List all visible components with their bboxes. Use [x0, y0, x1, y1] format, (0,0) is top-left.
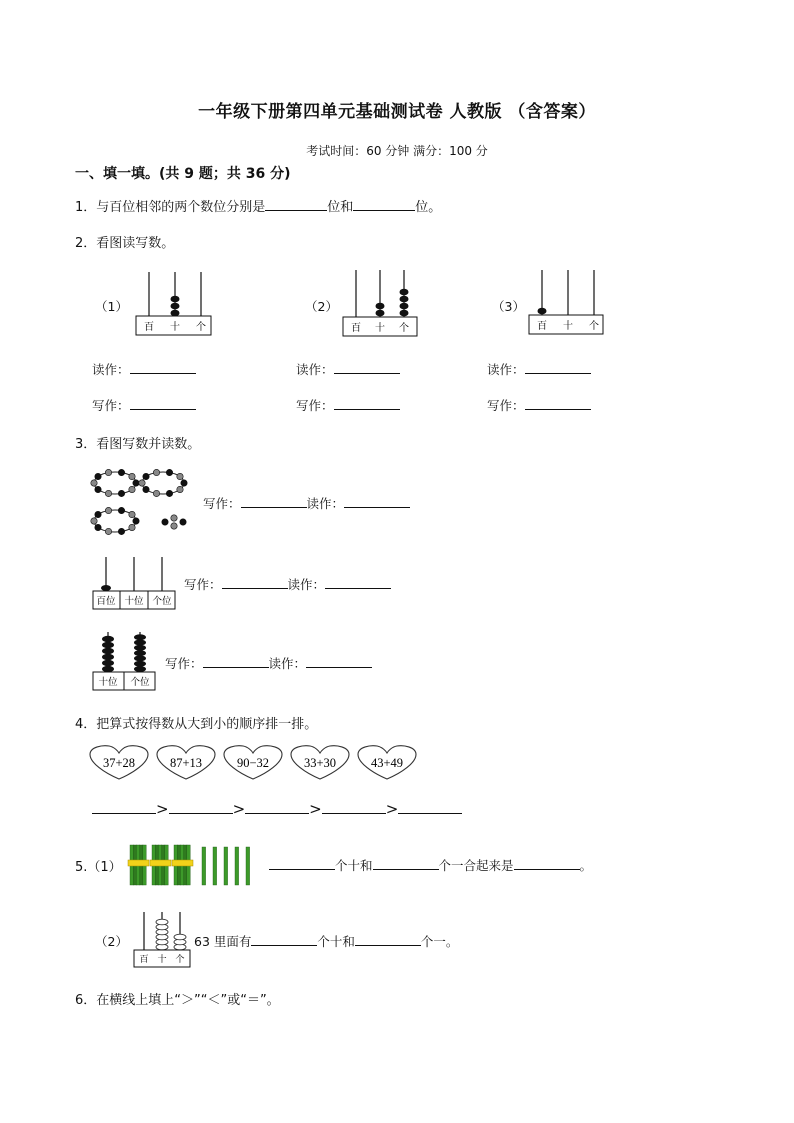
- expression-card: [358, 746, 416, 779]
- bead: [134, 650, 146, 656]
- place-label-hundreds: 百: [537, 321, 547, 332]
- single-stick: [202, 847, 206, 885]
- answer-blank[interactable]: [334, 396, 400, 410]
- place-label-ones: 个位: [152, 597, 172, 607]
- place-label-ones: 个: [589, 321, 599, 332]
- stick-bundle: [150, 845, 171, 885]
- place-label-hundreds: 百: [144, 322, 154, 333]
- bead: [400, 289, 409, 296]
- bead: [102, 636, 114, 642]
- bead: [105, 469, 111, 475]
- place-label-tens: 十: [170, 322, 180, 333]
- q5-part1-text: 个十和 个一合起来是 。: [269, 856, 592, 874]
- q5-abacus: [133, 910, 193, 970]
- bead: [102, 666, 114, 672]
- place-label-tens: 十位: [124, 597, 144, 607]
- bead: [134, 655, 146, 661]
- loose-bead: [180, 519, 186, 525]
- q2-item-1-label: （1）: [95, 299, 128, 314]
- place-label-ones: 个位: [130, 678, 150, 688]
- expression-card: [291, 746, 349, 779]
- q2-write-1: 写作：: [92, 396, 196, 414]
- place-label-hundreds: 百: [351, 323, 361, 334]
- place-label-tens: 十位: [98, 678, 118, 688]
- bead: [134, 661, 146, 667]
- q2-read-1: 读作：: [92, 360, 196, 378]
- q3-bead-rings: [90, 463, 200, 543]
- bead: [95, 473, 101, 479]
- bead: [174, 934, 186, 940]
- q2-abacus-3: [528, 268, 606, 338]
- answer-blank[interactable]: [525, 360, 591, 374]
- answer-blank[interactable]: [398, 800, 462, 814]
- section-heading: 一、填一填。(共 9 题；共 36 分): [75, 166, 291, 182]
- bead: [129, 511, 135, 517]
- q3-row-3: 写作： 读作：: [165, 654, 372, 672]
- bead: [118, 507, 124, 513]
- bead: [171, 303, 180, 310]
- answer-blank[interactable]: [245, 800, 309, 814]
- bead: [102, 648, 114, 654]
- gt-sign: >: [156, 800, 169, 818]
- bead: [118, 528, 124, 534]
- loose-bead: [171, 523, 177, 529]
- q2-item-3-label: （3）: [492, 299, 525, 314]
- bead: [102, 654, 114, 660]
- q1-blank-1[interactable]: [265, 197, 327, 211]
- bead: [133, 518, 139, 524]
- q1-text-b: 位和: [327, 200, 354, 215]
- q5-part2-text: 63 里面有 个十和 个一。: [194, 934, 459, 949]
- q2-abacus-1: [135, 270, 213, 338]
- bead: [166, 469, 172, 475]
- expression-text: 90−32: [236, 756, 270, 770]
- answer-blank[interactable]: [344, 494, 410, 508]
- place-label-tens: 十: [157, 955, 167, 965]
- bead: [129, 473, 135, 479]
- answer-blank[interactable]: [241, 494, 307, 508]
- bead: [177, 486, 183, 492]
- bead: [95, 511, 101, 517]
- bead: [91, 480, 97, 486]
- bead: [105, 490, 111, 496]
- bead: [129, 524, 135, 530]
- bead: [134, 634, 146, 640]
- single-stick: [246, 847, 250, 885]
- expression-text: 37+28: [102, 756, 136, 770]
- expression-card: [157, 746, 215, 779]
- place-label-tens: 十: [375, 323, 385, 334]
- bead: [143, 473, 149, 479]
- question-6-stem: 6．在横线上填上“＞”“＜”或“＝”。: [75, 993, 280, 1008]
- bead: [105, 507, 111, 513]
- bead: [166, 490, 172, 496]
- bead: [400, 303, 409, 310]
- place-label-ones: 个: [196, 322, 206, 333]
- answer-blank[interactable]: [373, 856, 439, 870]
- bead: [400, 296, 409, 303]
- expression-card: [224, 746, 282, 779]
- q2-item-2-label: （2）: [305, 299, 338, 314]
- answer-blank[interactable]: [222, 575, 288, 589]
- bead: [105, 528, 111, 534]
- bead: [171, 296, 180, 303]
- place-label-ones: 个: [399, 323, 409, 334]
- q5-part1-label: 5.（1）: [75, 860, 122, 875]
- q1-text-a: 1．与百位相邻的两个数位分别是: [75, 200, 266, 215]
- q2-abacus-2: [342, 268, 420, 338]
- bead: [376, 303, 385, 310]
- question-3-stem: 3．看图写数并读数。: [75, 437, 201, 452]
- page-title: 一年级下册第四单元基础测试卷 人教版 （含答案）: [198, 102, 596, 122]
- answer-blank[interactable]: [514, 856, 580, 870]
- bead: [156, 919, 168, 925]
- gt-sign: >: [309, 800, 322, 818]
- single-stick: [224, 847, 228, 885]
- loose-bead: [162, 519, 168, 525]
- bead: [376, 310, 385, 317]
- answer-blank[interactable]: [269, 856, 335, 870]
- bead: [134, 640, 146, 646]
- bead: [538, 308, 547, 315]
- q4-heart-cards: [88, 743, 428, 785]
- bead: [143, 486, 149, 492]
- answer-blank[interactable]: [203, 654, 269, 668]
- bead: [133, 480, 139, 486]
- q3-abacus-3: [92, 630, 158, 692]
- answer-blank[interactable]: [322, 800, 386, 814]
- bead: [153, 469, 159, 475]
- answer-blank[interactable]: [355, 932, 421, 946]
- bead: [139, 480, 145, 486]
- expression-text: 43+49: [370, 756, 404, 770]
- q3-row-2: 写作： 读作：: [184, 575, 391, 593]
- bead: [181, 480, 187, 486]
- q4-order-line: [92, 800, 462, 818]
- place-label-tens: 十: [563, 321, 573, 332]
- answer-blank[interactable]: [130, 360, 196, 374]
- q2-read-2: 读作：: [296, 360, 400, 378]
- q3-abacus-2: [92, 555, 178, 613]
- q3-row-1: 写作： 读作：: [203, 494, 410, 512]
- bead-ring: [91, 507, 139, 534]
- place-label-hundreds: 百: [139, 955, 149, 965]
- question-4-stem: 4．把算式按得数从大到小的顺序排一排。: [75, 717, 318, 732]
- gt-sign: >: [232, 800, 246, 818]
- bead: [118, 469, 124, 475]
- answer-blank[interactable]: [325, 575, 391, 589]
- answer-blank[interactable]: [92, 800, 156, 814]
- bead: [101, 585, 111, 591]
- bead: [134, 666, 146, 672]
- bead: [134, 645, 146, 651]
- bead: [177, 473, 183, 479]
- answer-blank[interactable]: [306, 654, 372, 668]
- place-label-ones: 个: [175, 955, 185, 965]
- bead: [95, 524, 101, 530]
- expression-card: [90, 746, 148, 779]
- q2-write-3: 写作：: [487, 396, 591, 414]
- single-stick: [235, 847, 239, 885]
- bead: [118, 490, 124, 496]
- bead: [102, 642, 114, 648]
- answer-blank[interactable]: [169, 800, 233, 814]
- bead-ring: [91, 469, 139, 496]
- loose-bead: [171, 515, 177, 521]
- q1-blank-2[interactable]: [353, 197, 415, 211]
- question-2-stem: 2．看图读写数。: [75, 236, 175, 251]
- q2-read-3: 读作：: [487, 360, 591, 378]
- expression-text: 33+30: [303, 756, 337, 770]
- q2-write-2: 写作：: [296, 396, 400, 414]
- bead: [400, 310, 409, 317]
- answer-blank[interactable]: [525, 396, 591, 410]
- answer-blank[interactable]: [334, 360, 400, 374]
- expression-text: 87+13: [169, 756, 203, 770]
- q1-text-c: 位。: [415, 200, 442, 215]
- bead: [95, 486, 101, 492]
- stick-bundle: [172, 845, 193, 885]
- place-label-hundreds: 百位: [96, 597, 116, 607]
- bead-ring: [139, 469, 187, 496]
- gt-sign: >: [385, 800, 399, 818]
- stick-bundle: [128, 845, 149, 885]
- q5-part2-label: （2）: [95, 934, 128, 949]
- q5-stick-bundles: [126, 843, 266, 889]
- answer-blank[interactable]: [251, 932, 317, 946]
- question-1: [75, 196, 441, 215]
- single-stick: [213, 847, 217, 885]
- bead: [153, 490, 159, 496]
- bead: [171, 310, 180, 317]
- bead: [129, 486, 135, 492]
- bead: [102, 660, 114, 666]
- exam-meta: 考试时间：60 分钟 满分：100 分: [306, 144, 488, 158]
- bead: [91, 518, 97, 524]
- answer-blank[interactable]: [130, 396, 196, 410]
